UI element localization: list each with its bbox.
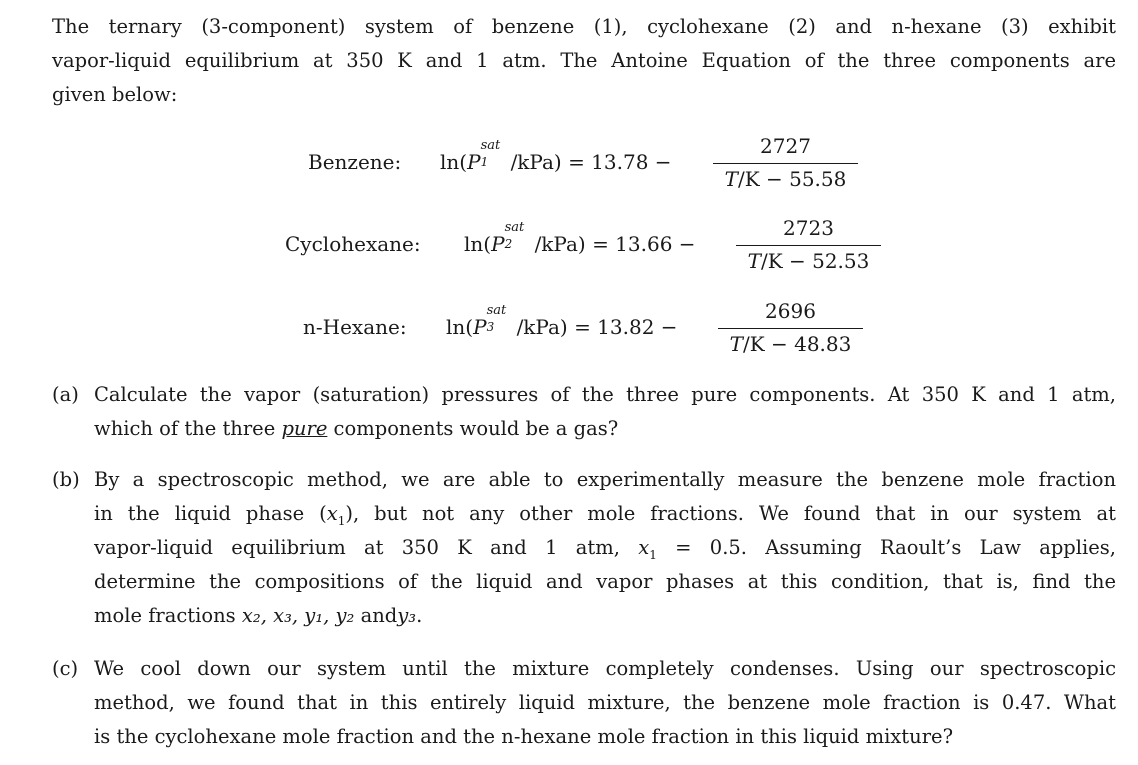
fraction-bar: [736, 245, 881, 246]
underlined-word: pure: [281, 417, 328, 440]
intro-paragraph: [52, 10, 1116, 112]
fraction-denominator: T/K − 48.83: [729, 332, 852, 356]
equation-fraction: [718, 297, 863, 357]
question-a: [52, 378, 1116, 446]
fraction-denominator: T/K − 52.53: [747, 249, 870, 273]
antoine-equation-n-hexane: [0, 297, 1138, 357]
fraction-numerator: 2696: [765, 299, 816, 323]
question-b: [52, 463, 1116, 633]
intro-line: given below:: [52, 83, 178, 106]
fraction-denominator: T/K − 55.58: [724, 167, 847, 191]
fraction-numerator: 2727: [760, 134, 811, 158]
component-name: n-Hexane:: [303, 315, 407, 339]
fraction-bar: [718, 328, 863, 329]
question-line: method, we found that in this entirely liquid mixture, the benzene mole fraction is 0.47. What: [94, 691, 1116, 714]
question-line: By a spectroscopic method, we are able to experimentally measure the benzene mole fraction: [94, 468, 1116, 491]
component-name: Cyclohexane:: [285, 232, 421, 256]
intro-line: vapor-liquid equilibrium at 350 K and 1 atm. The Antoine Equation of the three components are: [52, 49, 1116, 72]
question-line: Calculate the vapor (saturation) pressures of the three pure components. At 350 K and 1 atm,: [94, 383, 1116, 406]
equation-lhs: ln(P sat 2 /kPa) = 13.66 −: [464, 220, 696, 256]
question-label: (a): [52, 383, 79, 406]
component-name: Benzene:: [308, 150, 402, 174]
fraction-numerator: 2723: [783, 216, 834, 240]
question-line: in the liquid phase $(x_1)$, but not any other mole fractions. We found that in our system at: [94, 502, 1116, 528]
antoine-equation-cyclohexane: [0, 214, 1138, 274]
equation-lhs: ln(P sat 3 /kPa) = 13.82 −: [446, 303, 678, 339]
question-label: (c): [52, 657, 79, 680]
question-line: vapor-liquid equilibrium at 350 K and 1 atm, $x_1 = 0.5$. Assuming Raoult’s Law applies,: [94, 536, 1117, 562]
question-line: which of the three pure components would be a gas?: [94, 417, 619, 440]
equation-lhs: ln(P sat 1 /kPa) = 13.78 −: [440, 138, 672, 174]
question-c: [52, 652, 1116, 754]
fraction-bar: [713, 163, 858, 164]
antoine-equation-benzene: [0, 132, 1138, 192]
equation-fraction: [713, 132, 858, 192]
question-label: (b): [52, 468, 80, 491]
question-line: We cool down our system until the mixture completely condenses. Using our spectroscopic: [94, 657, 1116, 680]
question-line: determine the compositions of the liquid and vapor phases at this condition, that is, find the: [94, 570, 1116, 593]
intro-line: The ternary (3-component) system of benzene (1), cyclohexane (2) and n-hexane (3) exhibit: [52, 15, 1116, 38]
question-line: is the cyclohexane mole fraction and the n-hexane mole fraction in this liquid mixture?: [94, 725, 954, 748]
question-line: mole fractions x₂, x₃, y₁, y₂ andy₃.: [94, 604, 423, 627]
equation-fraction: [736, 214, 881, 274]
